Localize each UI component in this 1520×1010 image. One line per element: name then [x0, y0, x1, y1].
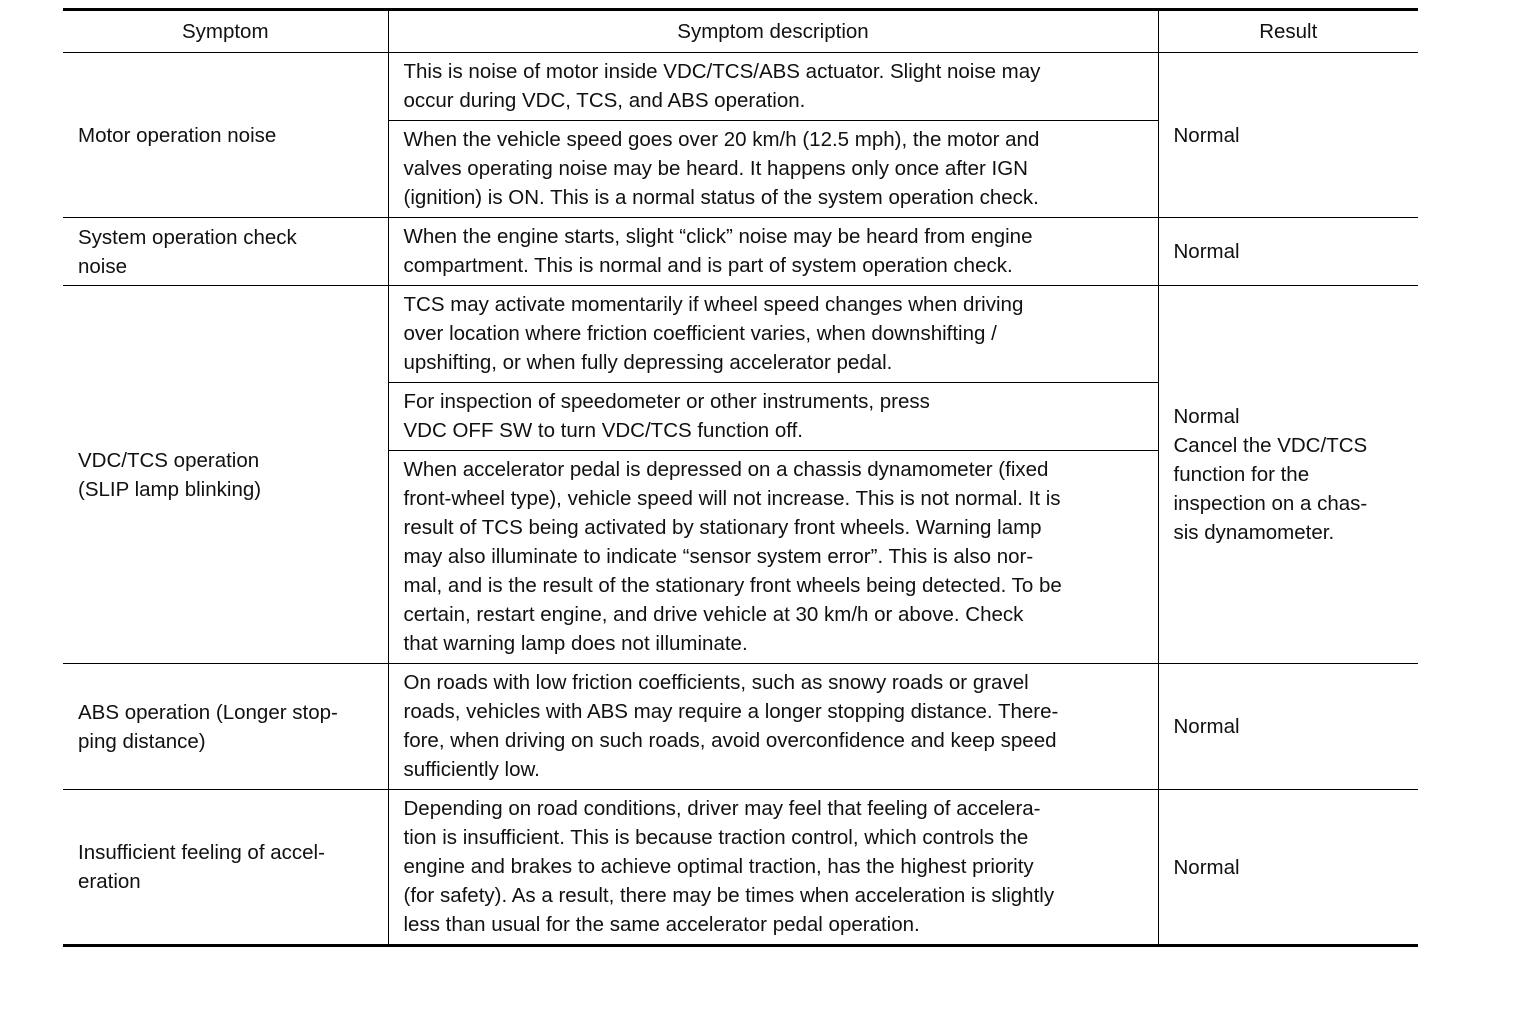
description-line: roads, vehicles with ABS may require a longer stopping distance. There- — [403, 700, 1059, 723]
description-line: (for safety). As a result, there may be times when acceleration is slightly — [403, 884, 1055, 907]
description-line: sufficiently low. — [403, 758, 540, 781]
description-line: that warning lamp does not illuminate. — [403, 632, 748, 655]
result-text: Normal — [1173, 405, 1240, 428]
description-line: compartment. This is normal and is part of system operation check. — [403, 254, 1013, 277]
description-line: (ignition) is ON. This is a normal status of the system operation check. — [403, 186, 1039, 209]
symptom-text: Insufficient feeling of accel- — [78, 841, 325, 864]
description-cell — [388, 121, 1158, 218]
description-cell — [388, 218, 1158, 286]
description-cell — [388, 383, 1158, 451]
description-line: tion is insufficient. This is because traction control, which controls the — [403, 826, 1029, 849]
result-cell — [1158, 664, 1418, 790]
description-line: TCS may activate momentarily if wheel speed changes when driving — [403, 293, 1024, 316]
table-row — [63, 790, 1418, 946]
table-row — [63, 218, 1418, 286]
symptom-text: System operation check — [78, 225, 297, 249]
result-cell — [1158, 286, 1418, 664]
description-line: occur during VDC, TCS, and ABS operation. — [403, 89, 806, 112]
symptom-cell — [63, 790, 388, 946]
header-symptom-description: Symptom description — [388, 10, 1158, 53]
result-text: Normal — [1173, 715, 1240, 738]
description-line: fore, when driving on such roads, avoid overconfidence and keep speed — [403, 729, 1057, 752]
table-row — [63, 664, 1418, 790]
result-cell — [1158, 790, 1418, 946]
description-line: This is noise of motor inside VDC/TCS/ABS actuator. Slight noise may — [403, 60, 1041, 83]
description-line: valves operating noise may be heard. It happens only once after IGN — [403, 157, 1028, 180]
description-line: result of TCS being activated by stationary front wheels. Warning lamp — [403, 516, 1042, 539]
description-cell — [388, 664, 1158, 790]
table-header-row — [63, 10, 1418, 53]
description-line: upshifting, or when fully depressing accelerator pedal. — [403, 351, 893, 374]
description-line: less than usual for the same accelerator pedal operation. — [403, 913, 920, 936]
symptom-text: eration — [78, 870, 141, 893]
symptom-cell — [63, 53, 388, 218]
description-cell — [388, 286, 1158, 383]
result-text: inspection on a chas- — [1173, 492, 1368, 515]
symptom-text: noise — [78, 254, 128, 278]
description-line: When accelerator pedal is depressed on a chassis dynamometer (fixed — [403, 458, 1049, 481]
symptom-cell — [63, 286, 388, 664]
table-row — [63, 286, 1418, 383]
symptom-table — [63, 8, 1418, 947]
description-line: may also illuminate to indicate “sensor system error”. This is also nor- — [403, 545, 1034, 568]
description-line: certain, restart engine, and drive vehicle at 30 km/h or above. Check — [403, 603, 1024, 626]
description-line: On roads with low friction coefficients, such as snowy roads or gravel — [403, 671, 1029, 694]
symptom-text: ABS operation (Longer stop- — [78, 700, 338, 724]
description-cell — [388, 451, 1158, 664]
description-line: VDC OFF SW to turn VDC/TCS function off. — [403, 419, 803, 442]
result-text: function for the — [1173, 463, 1310, 486]
description-cell — [388, 790, 1158, 946]
result-cell — [1158, 53, 1418, 218]
result-text: Cancel the VDC/TCS — [1173, 434, 1368, 457]
description-line: over location where friction coefficient varies, when downshifting / — [403, 322, 997, 345]
result-text: Normal — [1173, 123, 1240, 147]
symptom-text: VDC/TCS operation — [78, 448, 260, 472]
symptom-text: Motor operation noise — [78, 123, 277, 147]
header-result: Result — [1158, 10, 1418, 53]
symptom-text: ping distance) — [78, 729, 206, 753]
symptom-text: (SLIP lamp blinking) — [78, 477, 262, 501]
description-line: For inspection of speedometer or other instruments, press — [403, 390, 930, 413]
description-line: When the vehicle speed goes over 20 km/h (12.5 mph), the motor and — [403, 128, 1040, 151]
table-row — [63, 53, 1418, 121]
description-line: engine and brakes to achieve optimal traction, has the highest priority — [403, 855, 1034, 878]
description-line: Depending on road conditions, driver may feel that feeling of accelera- — [403, 797, 1041, 820]
result-text: Normal — [1173, 240, 1240, 263]
result-cell — [1158, 218, 1418, 286]
description-line: front-wheel type), vehicle speed will not increase. This is not normal. It is — [403, 487, 1061, 510]
symptom-cell — [63, 218, 388, 286]
description-line: mal, and is the result of the stationary front wheels being detected. To be — [403, 574, 1062, 597]
result-text: sis dynamometer. — [1173, 521, 1335, 544]
header-symptom: Symptom — [63, 10, 388, 53]
description-cell — [388, 53, 1158, 121]
description-line: When the engine starts, slight “click” noise may be heard from engine — [403, 225, 1033, 248]
result-text: Normal — [1173, 855, 1240, 879]
symptom-cell — [63, 664, 388, 790]
